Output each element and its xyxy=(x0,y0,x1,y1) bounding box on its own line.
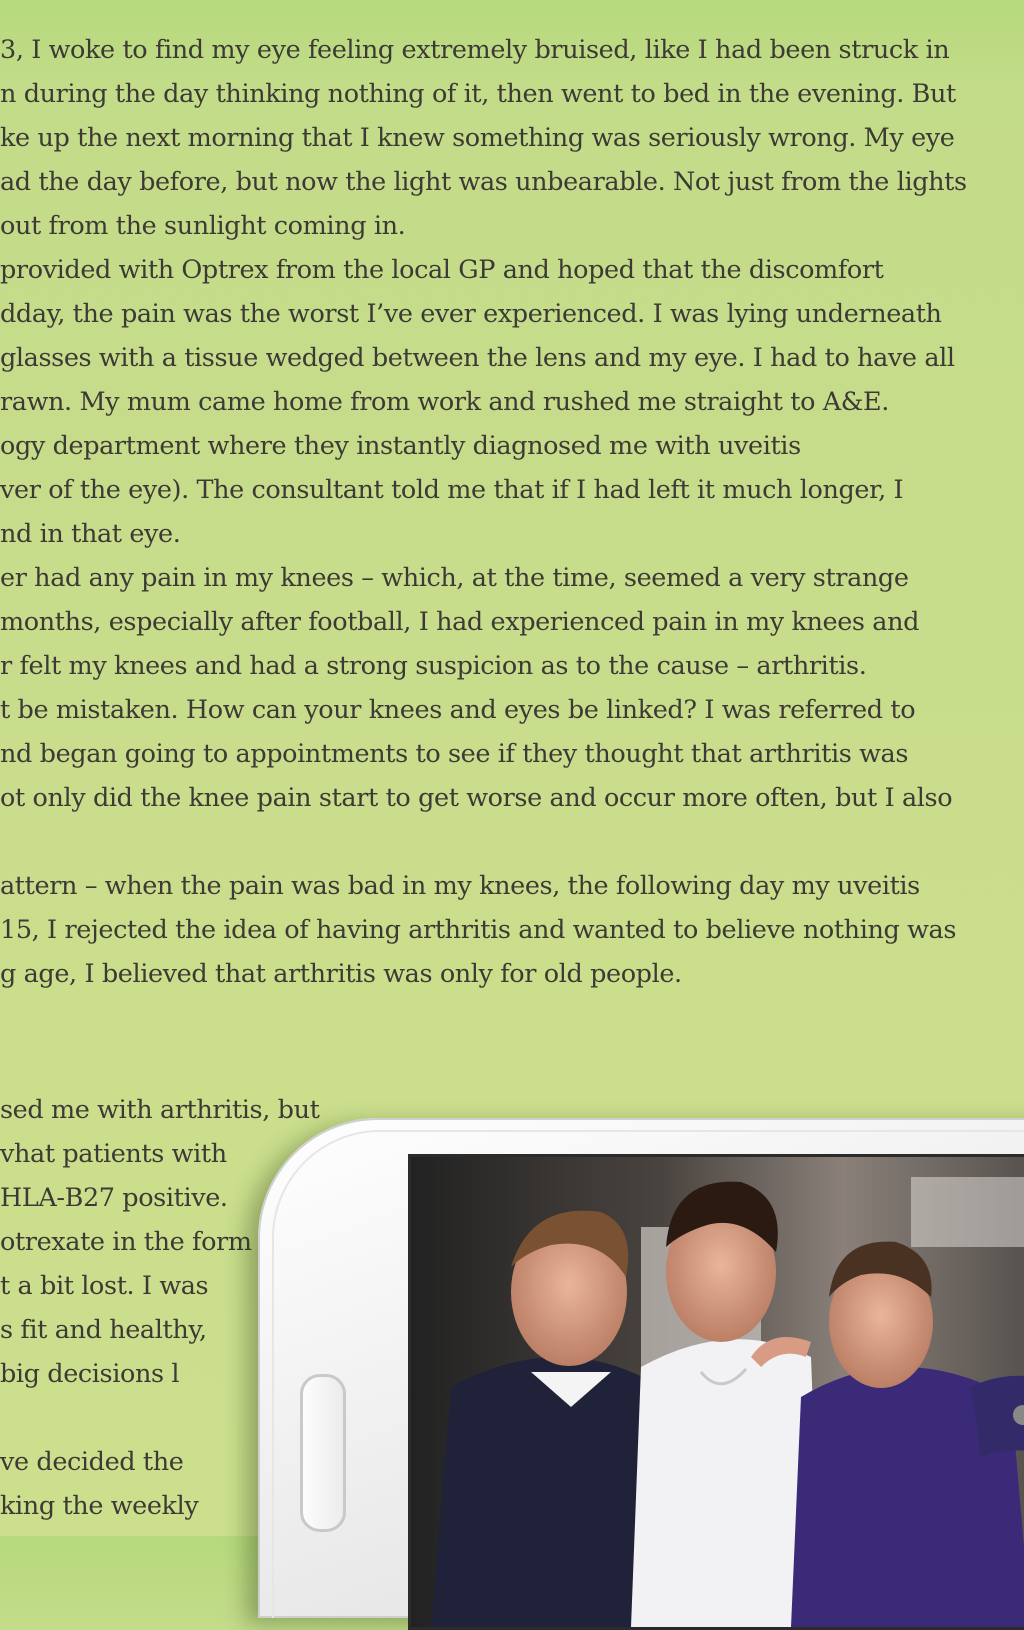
article-line: 3, I woke to find my eye feeling extremely bruised, like I had been struck in xyxy=(0,35,950,65)
article-line: t be mistaken. How can your knees and eyes be linked? I was referred to xyxy=(0,695,916,725)
article-line: er had any pain in my knees – which, at the time, seemed a very strange xyxy=(0,563,909,593)
article-line: ad the day before, but now the light was unbearable. Not just from the lights xyxy=(0,167,967,197)
article-line: months, especially after football, I had experienced pain in my knees and xyxy=(0,607,920,637)
group-photo xyxy=(411,1157,1024,1627)
article-line: t a bit lost. I was xyxy=(0,1271,209,1301)
article-line: dday, the pain was the worst I’ve ever experienced. I was lying underneath xyxy=(0,299,942,329)
article-line: ogy department where they instantly diagnosed me with uveitis xyxy=(0,431,801,461)
article-line: sed me with arthritis, but xyxy=(0,1095,320,1125)
article-line: out from the sunlight coming in. xyxy=(0,211,406,241)
phone-home-button xyxy=(300,1374,346,1532)
article-line: r felt my knees and had a strong suspicion as to the cause – arthritis. xyxy=(0,651,867,681)
article-line: king the weekly xyxy=(0,1491,199,1521)
article-line: 15, I rejected the idea of having arthritis and wanted to believe nothing was xyxy=(0,915,957,945)
article-line: s fit and healthy, xyxy=(0,1315,207,1345)
article-line: n during the day thinking nothing of it, then went to bed in the evening. But xyxy=(0,79,956,109)
article-line: g age, I believed that arthritis was only for old people. xyxy=(0,959,682,989)
article-line: ot only did the knee pain start to get worse and occur more often, but I also xyxy=(0,783,953,813)
phone-screen-photo xyxy=(408,1154,1024,1630)
article-line: HLA-B27 positive. xyxy=(0,1183,228,1213)
article-line: nd in that eye. xyxy=(0,519,181,549)
article-line: glasses with a tissue wedged between the lens and my eye. I had to have all xyxy=(0,343,955,373)
article-line: vhat patients with xyxy=(0,1139,227,1169)
article-line: ke up the next morning that I knew something was seriously wrong. My eye xyxy=(0,123,955,153)
article-line: ver of the eye). The consultant told me that if I had left it much longer, I xyxy=(0,475,904,505)
article-line: otrexate in the form xyxy=(0,1227,252,1257)
article-line: rawn. My mum came home from work and rushed me straight to A&E. xyxy=(0,387,889,417)
article-line: provided with Optrex from the local GP and hoped that the discomfort xyxy=(0,255,884,285)
article-line: nd began going to appointments to see if they thought that arthritis was xyxy=(0,739,909,769)
article-line: big decisions l xyxy=(0,1359,180,1389)
smartphone-illustration xyxy=(258,1118,1024,1618)
article-line: attern – when the pain was bad in my knees, the following day my uveitis xyxy=(0,871,920,901)
article-line: ve decided the xyxy=(0,1447,184,1477)
